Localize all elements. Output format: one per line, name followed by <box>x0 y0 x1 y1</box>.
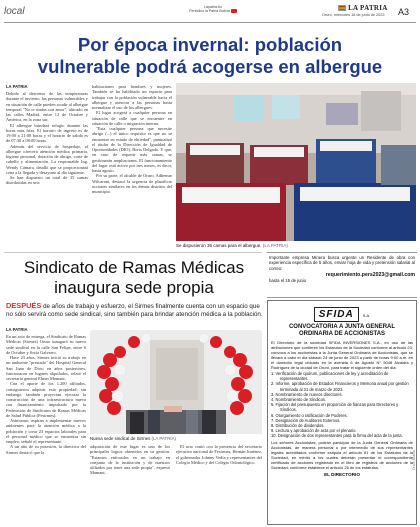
lead-word: DESPUÉS <box>6 301 42 310</box>
sirmes-photo <box>90 330 262 434</box>
paragraph: Por su parte, el alcalde de Oruro, Adhemar Wilcarani, destacó la urgencia de planificar acciones similares en los demás distritos del municipio. <box>92 173 172 194</box>
paragraph: Hace 23 años, Sirmes inició su trabajo en un ambiente "prestado" del Hospital General San Juan de Dios; en años posteriores, funcionaron en lugares alquilados, relató el secretario general Elmer Mamani. <box>6 355 86 381</box>
brand-logo: LA PATRIA <box>338 4 388 12</box>
article1-col2 <box>92 84 172 250</box>
social-label: Periódico la Patria Bolivia <box>178 9 248 13</box>
paragraph: Además del servicio de hospedaje, el albergue ofrecerá atención médica primaria, higiene personal, dotación de abrigo, corte de cabello y alimentación. La responsable Ing. Wendy Cámara, detalló que se proporcionará cena a la llegada y desayuno al día siguiente. <box>6 143 88 175</box>
agenda-item: 2. Informe, aprobación de Estados Financieros y Memoria anual por gestión terminada al 31 de marzo de 2023. <box>271 381 409 392</box>
article1-byline: LA PATRIA <box>6 84 28 89</box>
albergue-photo <box>176 83 416 241</box>
job-ad <box>267 252 417 298</box>
article2-title: Sindicato de Ramas Médicas inaugura sede propia <box>23 258 245 297</box>
agenda-item: 1. Verificación de quórum, publicaciones de ley y acreditación de representantes. <box>271 371 389 382</box>
job-ad-text: Importante empresa Minera busca urgente un Residente de obra con experiencia específica de 5 años, enviar hoja de vida y pretensión salarial al correo: <box>269 255 415 271</box>
page-number: A3 <box>398 7 410 17</box>
header-center <box>178 5 248 13</box>
sirmes-caption: Nueva sede sindical de Sirmes (LA PATRIA) <box>90 436 176 441</box>
article2-col3 <box>176 444 262 522</box>
agenda-item: 5. Fijación del presupuesto en proporción de fianzas para Directores y Síndicos. <box>271 402 399 413</box>
paragraph: Se han dispuesto un total de 35 camas distribuidas en seis <box>6 175 88 186</box>
paragraph: El lugar acogerá a cualquier persona en situación de calle que se encuentre en situación de calle o migración interna. <box>92 110 172 126</box>
side-credit: Oruro Bolivia <box>412 450 416 470</box>
albergue-photo-graphic <box>176 83 416 241</box>
job-ad-email[interactable]: requerimiento.pers2023@gmail.com <box>325 272 415 279</box>
flag-icon <box>338 5 346 11</box>
article2-col2 <box>90 444 170 522</box>
article2-col1 <box>6 334 86 522</box>
convocatoria-signature: EL DIRECTORIO <box>324 471 360 477</box>
job-ad-deadline: hasta el 15 de junio <box>269 278 307 284</box>
site-label: Lapatria.bo <box>204 5 222 9</box>
section-label: local <box>4 6 25 17</box>
paragraph: Con el aporte de los 1.200 afiliados, consiguieron adquirir esta propiedad; sin embargo, también proyectan ejecutar la construcción de una infraestructura nueva con financiamiento impulsado por la Federación de Sindicatos de Ramas Médicas de Salud Pública (Fesirmes). <box>6 381 86 418</box>
convocatoria-title: CONVOCATORIA A JUNTA GENERAL ORDINARIA DE ACCIONISTAS <box>288 324 396 337</box>
paragraph: adquisición de este lugar es uno de los principales logros obtenidos en su gestión. "Estamos enfocados en un trabajo en conjunto de la institución y de nuestros afiliados por tener una sede propia", expresó Mamani. <box>90 444 170 476</box>
convocatoria-intro: El Directorio de la sociedad SFIDA INVERSIONES S.A., en uso de las atribuciones que confieren los Estatutos de la Sociedad conforme al artículo 23, convoca a los accionistas a la Junta General Ordinaria de Accionistas, que se llevará a cabo el día sábado 24 de junio de 2023 a partir de horas 9:00 a.m. en el domicilio legal ubicado en la avenida 6 de Agosto N° 5048 Alcaldía y Rodríguez de la ciudad de Oruro, para tratar el siguiente orden del día: <box>271 340 413 370</box>
agenda-item: 7. Designación de Auditores Externos. <box>271 417 341 423</box>
albergue-caption: Se dispusieron 35 camas para el albergue. (LA PATRIA) <box>176 243 288 248</box>
article2-lead: DESPUÉS de años de trabajo y esfuerzo, el Sirmes finalmente cuenta con un espacio que no sólo servirá como sede sindical, sino también para brindar atención médica a la población. <box>6 301 263 318</box>
agenda-item: 9. Lectura y aprobación de acta por el plenario. <box>271 428 357 434</box>
youtube-icon <box>231 9 237 13</box>
paragraph: "Esta cualquier persona que necesite abrigo (...) el único requisito es que no se encuentre en estado de ebriedad", puntualizó el titular de la Dirección de Igualdad de Oportunidades (DIO), Boris Delgado. Y que, en caso de requerir más camas, se gestionarán ampliaciones. El funcionamiento del lugar está activo por tres meses, es decir, hasta agosto. <box>92 126 172 173</box>
sirmes-photo-graphic <box>90 330 262 434</box>
article2-byline: LA PATRIA <box>6 327 28 332</box>
article1-col1 <box>6 91 88 247</box>
header-divider <box>4 22 416 23</box>
agenda-item: 8. Distribución de dividendos. <box>271 423 325 429</box>
paragraph: A un año de su posesión, la directiva del Sirmes destacó que la <box>6 444 86 455</box>
agenda-item: 3. Nombramiento de nuevos directores. <box>271 391 343 397</box>
paragraph: En un acto de entrega, el Sindicato de Ramas Médicas (Sirmes) Oruro inauguró su nueva sede sindical en la calle San Felipe, entre 6 de Octubre y Soria Galvarro. <box>6 334 86 355</box>
article-divider <box>4 252 262 253</box>
agenda-item: 10. Designación de dos representantes para la firma del acta de la junta. <box>271 433 403 439</box>
paragraph: El albergue brindará refugio durante las horas más frías. El horario de ingreso es de 19:00 a 21:00 horas y el horario de salida es de 07:30 a 08:00 horas. <box>6 122 88 144</box>
paragraph: Asimismo, aspiran a implementar nuevos ambientes para la atención médica a la población y crear 23 espacios laborales para el personal médico que se encuentra sin empleo, señaló el representante. <box>6 418 86 444</box>
paragraph: Debido al descenso de las temperaturas durante el invierno, las personas vulnerables y en situación de calle pueden acudir al albergue temporal "No te rindas con amor", ubicado en las calles Madrid, entre 12 de Octubre y América, en la zona sur. <box>6 91 88 123</box>
agenda-list <box>271 371 413 439</box>
sfida-logo: SFIDA S.A. <box>271 304 413 322</box>
convocatoria-closing: Los señores Accionistas, podrán participar de la Junta General Ordinaria de Accionistas, de manera personal o por intermedio de sus representantes legales acreditados conforme estipula el artículo 81 de los Estatutos de la Sociedad, en mérito a los cuales deberán presentar el correspondiente certificado de acciones registrado en el libro de registros de acciones de la Sociedad, conforme establece el artículo 26 de los estatutos. <box>271 439 413 470</box>
issue-date: Oruro, miércoles 18 de junio de 2023 <box>322 13 385 17</box>
article1-title: Por época invernal: población vulnerable podrá acogerse en albergue <box>37 34 383 77</box>
convocatoria-ad <box>267 300 417 525</box>
paragraph: El acto contó con la presencia del secretario ejecutivo nacional de Fesirmes, Hernán Jiménez, el gobernador Johnny Vedia y representantes del Colegio Médico y del Colegio Odontológico. <box>176 444 262 465</box>
paragraph: habitaciones para hombres y mujeres. También se ha habilitado un espacio para trabajar con la población vulnerable hacia el albergue y asesorar a las personas hasta normalizar el uso de los albergues. <box>92 84 172 110</box>
agenda-item: 6. Otorgamiento o ratificación de Poderes. <box>271 412 348 418</box>
agenda-item: 4. Nombramiento de Síndicos. <box>271 397 327 403</box>
